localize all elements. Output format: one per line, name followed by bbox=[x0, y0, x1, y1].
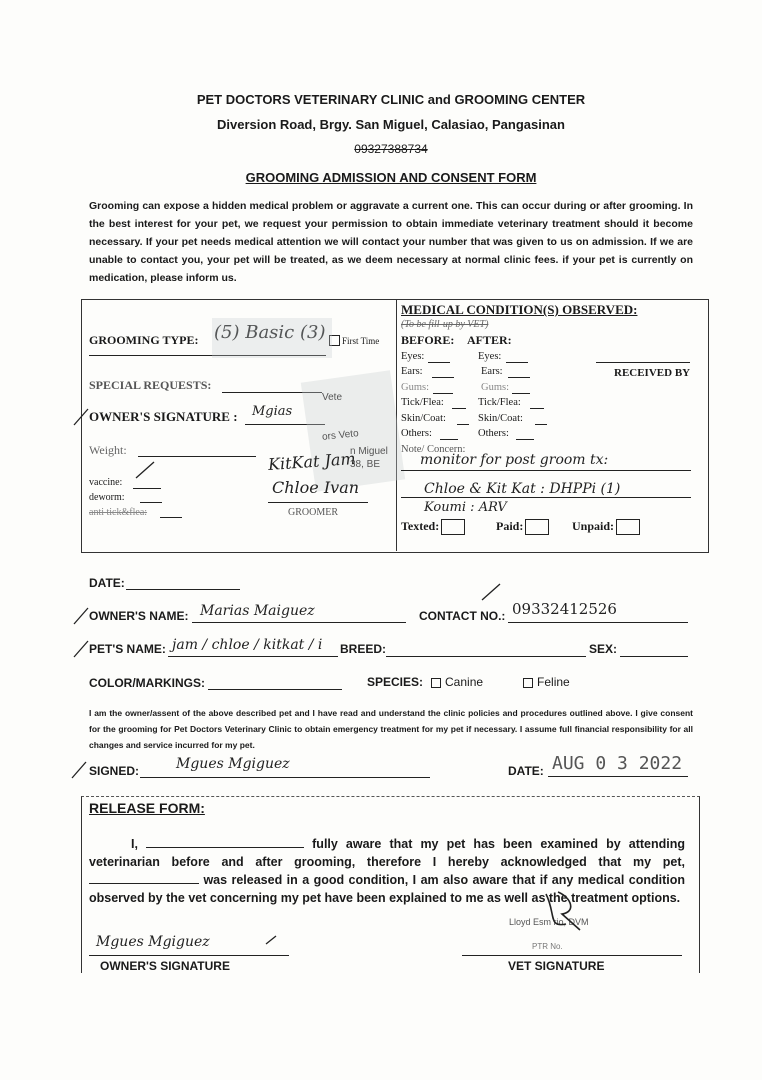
first-time-label: First Time bbox=[342, 336, 380, 346]
release-owner-blank[interactable] bbox=[146, 836, 304, 848]
breed-label: BREED: bbox=[340, 642, 387, 656]
after-skin: Skin/Coat: bbox=[478, 413, 523, 424]
texted-field[interactable] bbox=[401, 519, 465, 535]
paid-field[interactable] bbox=[496, 519, 549, 535]
owner-name-line bbox=[192, 622, 406, 623]
owner-name-value[interactable]: Marias Maiguez bbox=[200, 603, 315, 619]
weight-line bbox=[138, 456, 256, 457]
pet-name-line bbox=[168, 656, 338, 657]
vet-sig-line bbox=[462, 955, 682, 956]
stamp-text-4: 38, BE bbox=[350, 459, 381, 470]
sex-label: SEX: bbox=[589, 642, 618, 656]
before-skin: Skin/Coat: bbox=[401, 413, 446, 424]
after-ears: Ears: bbox=[481, 366, 503, 377]
after-tick: Tick/Flea: bbox=[478, 397, 521, 408]
owner-signature-label: OWNER'S SIGNATURE : bbox=[89, 409, 238, 424]
medical-subtitle: (To be fill-up by VET) bbox=[401, 319, 489, 330]
received-by-line bbox=[596, 362, 690, 363]
signed-label: SIGNED: bbox=[89, 764, 140, 778]
anti-tick-label: anti tick&flea: bbox=[89, 507, 148, 518]
note-line-rule-1 bbox=[401, 470, 691, 471]
clinic-address: Diversion Road, Brgy. San Miguel, Calasiao, Pangasinan bbox=[217, 117, 565, 132]
contact-value[interactable]: 09332412526 bbox=[512, 600, 617, 618]
sex-line bbox=[620, 656, 688, 657]
blank-line bbox=[508, 377, 530, 378]
vaccine-label: vaccine: bbox=[89, 477, 123, 488]
note-line-2[interactable]: Chloe & Kit Kat : DHPPi (1) bbox=[424, 481, 621, 497]
consent-text: I am the owner/assent of the above described pet and I have read and understand the clinic policies and procedures outlined above. I give consent for the grooming for Pet Doctors Veterinary Clinic to obtain emergency treatment for my pet if necessary. I assume full financial responsibility for all changes and service incurred for my pet. bbox=[89, 708, 693, 750]
release-title: RELEASE FORM: bbox=[89, 800, 205, 816]
vet-stamp-name: Lloyd Esm rio, DVM bbox=[509, 917, 589, 927]
after-others: Others: bbox=[478, 428, 509, 439]
blank-line bbox=[506, 362, 528, 363]
before-others: Others: bbox=[401, 428, 432, 439]
weight-label: Weight: bbox=[89, 443, 127, 457]
clinic-phone: 09327388734 bbox=[354, 142, 428, 156]
tick-mark bbox=[72, 405, 92, 429]
stamp-text-3: n Miguel bbox=[350, 446, 388, 457]
form-title: GROOMING ADMISSION AND CONSENT FORM bbox=[245, 170, 537, 185]
tick-mark bbox=[480, 580, 504, 604]
blank-line bbox=[432, 377, 454, 378]
date-line bbox=[126, 589, 240, 590]
texted-label: Texted: bbox=[401, 519, 440, 533]
consent-date-label: DATE: bbox=[508, 764, 544, 778]
stamp-text-2: ors Veto bbox=[321, 428, 360, 443]
release-owner-sig-value[interactable]: Mgues Mgiguez bbox=[96, 934, 210, 950]
blank-line bbox=[440, 439, 458, 440]
release-owner-sig-label: OWNER'S SIGNATURE bbox=[100, 959, 230, 973]
after-label: AFTER: bbox=[467, 333, 512, 347]
owner-signature-value[interactable]: Mgias bbox=[252, 404, 293, 419]
consent-date-line bbox=[548, 776, 688, 777]
release-pet-blank[interactable] bbox=[89, 872, 199, 884]
contact-line bbox=[508, 622, 688, 623]
vaccine-line bbox=[133, 488, 161, 489]
unpaid-field[interactable] bbox=[572, 519, 640, 535]
blank-line bbox=[428, 362, 450, 363]
blank-line bbox=[516, 439, 534, 440]
before-gums: Gums: bbox=[401, 382, 430, 393]
feline-checkbox[interactable] bbox=[523, 678, 533, 688]
species-field bbox=[367, 675, 570, 689]
release-i-label: I, bbox=[131, 837, 138, 851]
before-eyes: Eyes: bbox=[401, 351, 425, 362]
release-owner-sig-line bbox=[89, 955, 289, 956]
release-text bbox=[89, 835, 685, 907]
pet-name-value[interactable]: jam / chloe / kitkat / i bbox=[172, 637, 323, 653]
note-line-rule-2 bbox=[401, 497, 691, 498]
pet-name-label: PET'S NAME: bbox=[89, 642, 166, 656]
vet-signature-mark bbox=[536, 884, 586, 934]
deworm-label: deworm: bbox=[89, 492, 125, 503]
release-text-part1: fully aware that my pet has been examined by attending veterinarian before and after grooming, therefore I hereby acknowledged that my pet, bbox=[89, 837, 685, 869]
stamp-text-1: Vete bbox=[322, 392, 343, 403]
received-by-label: RECEIVED BY bbox=[614, 367, 691, 379]
tick-mark bbox=[264, 934, 280, 946]
after-gums: Gums: bbox=[481, 382, 510, 393]
release-text-part2: was released in a good condition, I am also aware that if any medical condition observed by the vet concerning my pet have been explained to me as well as the treatment options. bbox=[89, 873, 685, 905]
unpaid-box[interactable] bbox=[616, 519, 640, 535]
paid-label: Paid: bbox=[496, 519, 524, 533]
tick-mark bbox=[70, 758, 90, 782]
grooming-type-value[interactable]: (5) Basic (3) bbox=[214, 322, 326, 343]
note-line-1[interactable]: monitor for post groom tx: bbox=[420, 452, 609, 468]
contact-label: CONTACT NO.: bbox=[419, 609, 506, 623]
before-tick: Tick/Flea: bbox=[401, 397, 444, 408]
groomer-value-2[interactable]: Chloe Ivan bbox=[272, 478, 360, 497]
tick-mark bbox=[134, 458, 158, 482]
note-label: Note/ Concern: bbox=[401, 444, 466, 455]
blank-line bbox=[433, 393, 453, 394]
canine-label: Canine bbox=[445, 675, 484, 689]
texted-box[interactable] bbox=[441, 519, 465, 535]
deworm-line bbox=[140, 502, 162, 503]
note-line-3[interactable]: Koumi : ARV bbox=[424, 500, 507, 515]
vet-sig-label: VET SIGNATURE bbox=[508, 959, 605, 973]
color-label: COLOR/MARKINGS: bbox=[89, 676, 205, 690]
blank-line bbox=[452, 408, 466, 409]
intro-paragraph: Grooming can expose a hidden medical problem or aggravate a current one. This can occur during or after grooming. In the best interest for your pet, we request your permission to obtain immediate veterinary treatment should it become necessary. If your pet needs medical attention we will contact your number that was given to us on admission. If we are unable to contact you, your pet will be treated, as we deem necessary at normal clinic fees. if your pet is currently on medication, please inform us. bbox=[89, 200, 693, 284]
breed-line bbox=[386, 656, 586, 657]
vet-stamp-ptr: PTR No. bbox=[532, 942, 563, 951]
blank-line bbox=[535, 424, 547, 425]
date-label: DATE: bbox=[89, 576, 125, 590]
owner-name-label: OWNER'S NAME: bbox=[89, 609, 189, 623]
groomer-line bbox=[268, 502, 368, 503]
anti-tick-line bbox=[160, 517, 182, 518]
groomer-value-1[interactable]: KitKat Jam bbox=[267, 448, 357, 475]
blank-line bbox=[530, 408, 544, 409]
feline-label: Feline bbox=[537, 675, 570, 689]
medical-title: MEDICAL CONDITION(S) OBSERVED: bbox=[401, 302, 638, 317]
after-eyes: Eyes: bbox=[478, 351, 502, 362]
before-ears: Ears: bbox=[401, 366, 423, 377]
special-requests-label: SPECIAL REQUESTS: bbox=[89, 378, 212, 392]
unpaid-label: Unpaid: bbox=[572, 519, 615, 533]
before-label: BEFORE: bbox=[401, 333, 455, 347]
canine-checkbox[interactable] bbox=[431, 678, 441, 688]
paid-box[interactable] bbox=[525, 519, 549, 535]
tape-overlay-top bbox=[212, 318, 332, 358]
species-label: SPECIES: bbox=[367, 675, 424, 689]
grooming-type-label: GROOMING TYPE: bbox=[89, 333, 199, 347]
signed-value[interactable]: Mgues Mgiguez bbox=[176, 756, 290, 772]
signed-line bbox=[140, 777, 430, 778]
tick-mark bbox=[72, 604, 92, 628]
consent-date-stamp[interactable]: AUG 0 3 2022 bbox=[552, 753, 683, 774]
blank-line bbox=[512, 393, 530, 394]
blank-line bbox=[457, 424, 469, 425]
color-line bbox=[208, 689, 342, 690]
groomer-label: GROOMER bbox=[288, 507, 339, 518]
tick-mark bbox=[72, 637, 92, 661]
clinic-name: PET DOCTORS VETERINARY CLINIC and GROOMING CENTER bbox=[196, 92, 586, 107]
